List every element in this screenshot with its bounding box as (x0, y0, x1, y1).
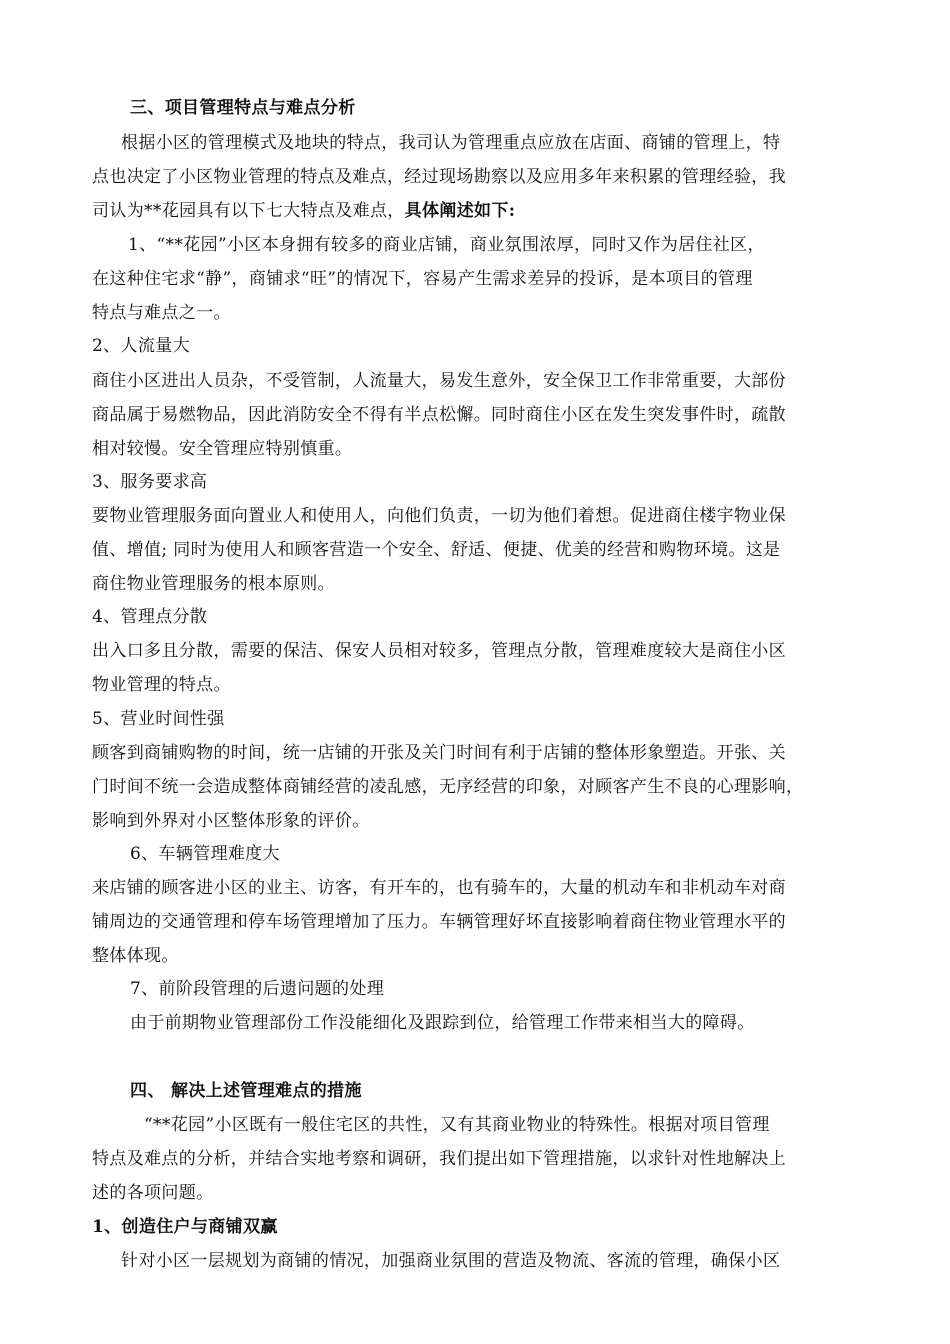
section3-intro-line-2: 点也决定了小区物业管理的特点及难点，经过现场勘察以及应用多年来积累的管理经验，我 (92, 167, 786, 187)
item5-line-3: 影响到外界对小区整体形象的评价。 (92, 811, 370, 831)
item6-line-3: 整体体现。 (92, 946, 179, 966)
item4-title: 4、管理点分散 (92, 607, 208, 627)
item3-line-2: 值、增值; 同时为使用人和顾客营造一个安全、舒适、便捷、优美的经营和购物环境。这是 (92, 540, 781, 560)
section3-heading: 三、项目管理特点与难点分析 (130, 98, 356, 118)
item3-line-1: 要物业管理服务面向置业人和使用人，向他们负责，一切为他们着想。促进商住楼宇物业保 (92, 506, 786, 526)
item2-line-3: 相对较慢。安全管理应特别慎重。 (92, 439, 353, 459)
item1-line-1: 1、“**花园”小区本身拥有较多的商业店铺，商业氛围浓厚，同时又作为居住社区， (128, 235, 765, 255)
section3-intro-bold: 具体阐述如下: (404, 201, 516, 221)
item2-line-1: 商住小区进出人员杂，不受管制，人流量大，易发生意外，安全保卫工作非常重要，大部份 (92, 371, 786, 391)
section4-item1-line-1: 针对小区一层规划为商铺的情况，加强商业氛围的营造及物流、客流的管理，确保小区 (121, 1251, 781, 1271)
item6-line-1: 来店铺的顾客进小区的业主、访客，有开车的，也有骑车的，大量的机动车和非机动车对商 (92, 878, 786, 898)
item1-line-3: 特点与难点之一。 (92, 303, 231, 323)
item2-line-2: 商品属于易燃物品，因此消防安全不得有半点松懈。同时商住小区在发生突发事件时，疏散 (92, 405, 786, 425)
item5-line-1: 顾客到商铺购物的时间，统一店铺的开张及关门时间有利于店铺的整体形象塑造。开张、关 (92, 743, 786, 763)
section4-item1-title: 1、创造住户与商铺双赢 (92, 1217, 278, 1237)
section4-intro-line-1: “**花园”小区既有一般住宅区的共性，又有其商业物业的特殊性。根据对项目管理 (144, 1115, 770, 1135)
item6-line-2: 铺周边的交通管理和停车场管理增加了压力。车辆管理好坏直接影响着商住物业管理水平的 (92, 912, 786, 932)
item1-line-2: 在这种住宅求“静”，商铺求“旺”的情况下，容易产生需求差异的投诉，是本项目的管理 (92, 269, 753, 289)
section3-intro-plain: 司认为**花园具有以下七大特点及难点， (92, 201, 405, 221)
item5-line-2: 门时间不统一会造成整体商铺经营的凌乱感，无序经营的印象，对顾客产生不良的心理影响， (92, 777, 804, 797)
item3-title: 3、服务要求高 (92, 472, 208, 492)
section4-intro-line-3: 述的各项问题。 (92, 1183, 214, 1203)
item7-title: 7、前阶段管理的后遗问题的处理 (130, 979, 385, 999)
item7-line-1: 由于前期物业管理部份工作没能细化及跟踪到位，给管理工作带来相当大的障碍。 (130, 1013, 755, 1033)
item4-line-2: 物业管理的特点。 (92, 675, 231, 695)
section4-heading: 四、 解决上述管理难点的措施 (130, 1081, 362, 1101)
item6-title: 6、车辆管理难度大 (130, 844, 280, 864)
item3-line-3: 商住物业管理服务的根本原则。 (92, 574, 335, 594)
item2-title: 2、人流量大 (92, 336, 190, 356)
section3-intro-line-1: 根据小区的管理模式及地块的特点，我司认为管理重点应放在店面、商铺的管理上，特 (121, 133, 781, 153)
section4-intro-line-2: 特点及难点的分析，并结合实地考察和调研，我们提出如下管理措施，以求针对性地解决上 (92, 1149, 786, 1169)
item4-line-1: 出入口多且分散，需要的保洁、保安人员相对较多，管理点分散，管理难度较大是商住小区 (92, 641, 786, 661)
section3-intro-line-3 (92, 201, 872, 223)
item5-title: 5、营业时间性强 (92, 709, 225, 729)
